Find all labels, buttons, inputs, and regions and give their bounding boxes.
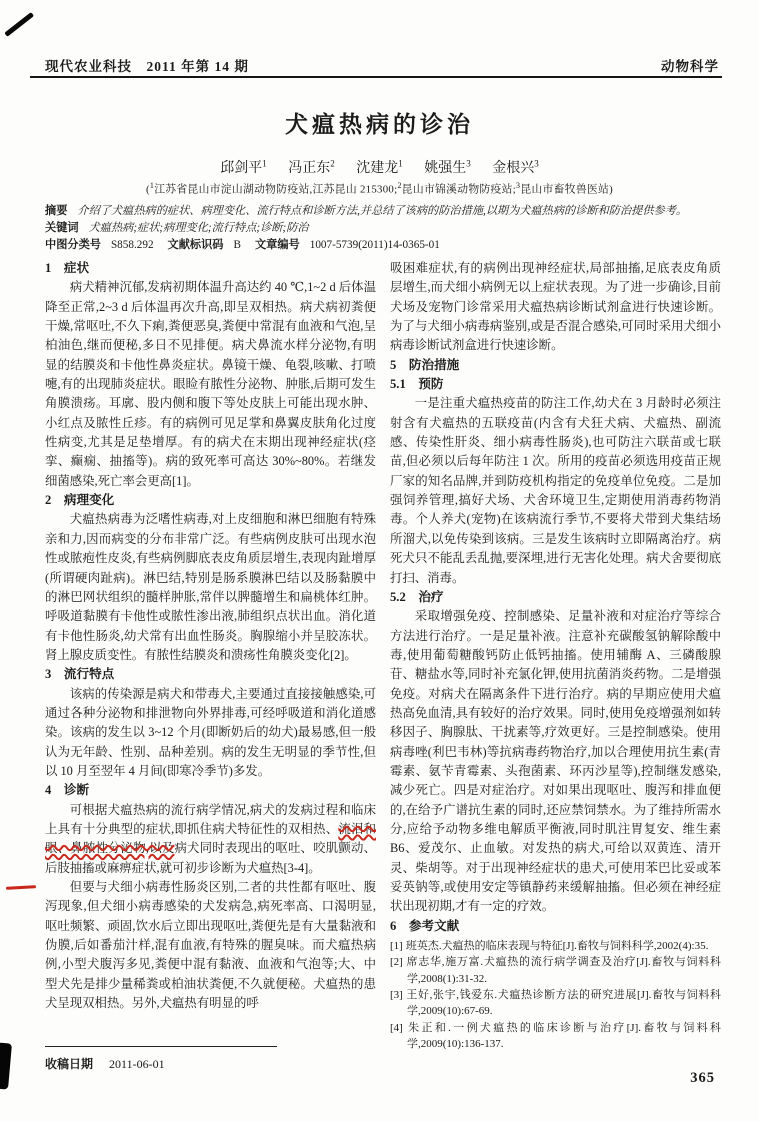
page-number: 365 [690, 1070, 715, 1086]
author: 姚强生$^3$ [424, 158, 471, 176]
author: 金根兴$^3$ [492, 158, 539, 176]
section-heading-symptoms: 1 症状 [45, 261, 90, 275]
reference-item: [2] 席志华,施万富.犬瘟热的流行病学调查及治疗[J].畜牧与饲料科学,2008(1):31-32. [390, 956, 721, 985]
article-meta-block [45, 203, 721, 254]
header-divider [30, 76, 722, 78]
article-id-value: 1007-5739(2011)14-0365-01 [309, 239, 440, 251]
section-heading-diagnosis: 4 诊断 [45, 783, 90, 798]
scan-artifact-slash [4, 12, 34, 36]
section-heading-references: 6 参考文献 [390, 918, 460, 933]
section-paragraph-continued: 吸困难症状,有的病例出现神经症状,局部抽搐,足底表皮角质层增生,而犬细小病例无以上症状表现。为了进一步确诊,目前犬场及宠物门诊常采用犬瘟热病诊断试剂盒进行快速诊断。为了与犬细小病毒病鉴别,或是否混合感染,可同时采用犬细小病毒诊断试剂盒进行快速诊断。 [390, 261, 721, 353]
section-paragraph: 病犬精神沉郁,发病初期体温升高达约 40 ℃,1~2 d 后体温降至正常,2~3 d 后体温再次升高,即呈双相热。病犬病初粪便干燥,常呕吐,不久下痢,粪便恶臭,粪便中常混有血液和气泡,呈柏油色,继而便秘,多日不见排便。病犬鼻流水样分泌物,有明显的结膜炎和卡他性鼻炎症状。鼻镜干燥、龟裂,咳嗽、打喷嚏,有的出现肺炎症状。眼睑有脓性分泌物、肿胀,后期可发生角膜溃疡。耳廓、股内侧和腹下等处皮肤上可能出现水肿、小红点及脓性丘疹。有的病例可见足掌和鼻翼皮肤角化过度性病变,尤其是足垫增厚。有的病犬在末期出现神经症状(痉挛、癫痫、抽搐等)。病的致死率可高达 30%~80%。若继发细菌感染,死亡率会更高[1]。 [45, 280, 376, 488]
keywords-row [45, 220, 721, 237]
subsection-heading-treatment: 5.2 治疗 [390, 589, 444, 604]
section-heading-prevention-control: 5 防治措施 [390, 357, 460, 372]
author: 冯正东$^2$ [288, 158, 335, 176]
journal-issue-info: 现代农业科技 2011 年第 14 期 [45, 59, 249, 74]
footnote-divider [45, 1046, 277, 1047]
classification-row [45, 237, 721, 254]
received-date-value: 2011-06-01 [109, 1057, 165, 1071]
clc-label: 中图分类号 [45, 239, 101, 251]
scan-artifact-blob [0, 1042, 12, 1089]
article-body [45, 259, 721, 1065]
section-paragraph: 一是注重犬瘟热疫苗的防注工作,幼犬在 3 月龄时必须注射含有犬瘟热的五联疫苗(内含有犬狂犬病、犬瘟热、副流感、传染性肝炎、细小病毒性肠炎),也可防注六联苗或七联苗,但必须以后每年防注 1 次。所用的疫苗必须选用疫苗正规厂家的知名品牌,并到防疫机构指定的免疫单位免疫。二是加强饲养管理,搞好犬场、犬舍环境卫生,定期使用消毒药物消毒。个人养犬(宠物)在该病流行季节,不要将犬带到犬集结场所溜犬,以免传染到该病。三是发生该病时立即隔离治疗。病死犬只不能乱丢乱抛,要深埋,进行无害化处理。病犬舍要彻底打扫、消毒。 [390, 396, 721, 585]
author: 沈建龙$^1$ [356, 158, 403, 176]
author-affiliation-sup: 3 [466, 158, 471, 169]
section-paragraph: 犬瘟热病毒为泛嗜性病毒,对上皮细胞和淋巴细胞有特殊亲和力,因而病变的分布非常广泛。有些病例皮肤可出现水泡性或脓疱性皮炎,有些病例脚底表皮角质层增生,表现肉趾增厚(所谓硬肉趾病)。淋巴结,特别是肠系膜淋巴结以及肠黏膜中的淋巴网状组织的髓样肿胀,常伴以脾髓增生和扁桃体红肿。呼吸道黏膜有卡他性或脓性渗出液,肺组织点状出血。消化道有卡他性肠炎,幼犬常有出血性肠炎。胸腺缩小并呈胶冻状。肾上腺皮质变性。有脓性结膜炎和溃疡性角膜炎变化[2]。 [45, 512, 376, 662]
reference-item: [4] 朱正和.一例犬瘟热的临床诊断与治疗[J].畜牧与饲料科学,2009(10):136-137. [390, 1021, 721, 1050]
section-heading-pathology: 2 病理变化 [45, 493, 115, 508]
affiliation-line: ($^1$江苏省昆山市淀山湖动物防疫站,江苏昆山 215300;$^2$昆山市锦溪动物防疫站;$^3$昆山市畜牧兽医站) [145, 181, 614, 196]
author-affiliation-sup: 2 [330, 158, 335, 169]
left-column [45, 259, 376, 1065]
journal-section-name: 动物科学 [661, 59, 719, 74]
red-pen-mark-margin [6, 885, 36, 890]
abstract-row [45, 203, 721, 220]
abstract-text: 介绍了犬瘟热病的症状、病理变化、流行特点和诊断方法,并总结了该病的防治措施,以期为犬瘟热病的诊断和防治提供参考。 [77, 205, 688, 217]
section-paragraph: 但要与犬细小病毒性肠炎区别,二者的共性都有呕吐、腹泻现象,但犬细小病毒感染的犬发病急,病死率高、口渴明显,呕吐频繁、顽固,饮水后立即出现呕吐,粪便先是有大量黏液和伪膜,后如番茄汁样,混有血液,有特殊的腥臭味。而犬瘟热病例,小型犬腹泻多见,粪便中混有黏液、血液和气泡等;大、中型犬先是排少量稀粪或柏油状粪便,不久就便秘。犬瘟热的患犬呈现双相热。另外,犬瘟热有明显的呼 [45, 880, 376, 1011]
received-date-label: 收稿日期 [45, 1057, 94, 1071]
keywords-label: 关键词 [45, 222, 79, 234]
reference-list [390, 938, 721, 1052]
section-paragraph: 可根据犬瘟热病的流行病学情况,病犬的发病过程和临床上具有十分典型的症状,即抓住病犬特征性的双相热、流泪和眼、鼻脓性分泌物,以及病犬同时表现出的呕吐、咬肌颤动、后肢抽搐或麻痹症状,就可初步诊断为犬瘟热[3-4]。 [45, 802, 376, 875]
clc-value: S858.292 [110, 239, 154, 251]
author-affiliation-sup: 3 [534, 158, 539, 169]
abstract-label: 摘要 [45, 205, 68, 217]
author-affiliation-sup: 1 [398, 158, 403, 169]
author: 邱剑平$^1$ [220, 158, 267, 176]
right-column [390, 259, 721, 1065]
red-pen-marked-text: 流泪和眼、鼻脓性分泌物,以及 [45, 821, 376, 856]
doc-code-label: 文献标识码 [167, 239, 224, 251]
subsection-heading-prevention: 5.1 预防 [390, 377, 444, 392]
article-id-label: 文章编号 [254, 239, 300, 251]
section-heading-epidemiology: 3 流行特点 [45, 667, 115, 682]
doc-code-value: B [233, 239, 241, 251]
section-paragraph: 该病的传染源是病犬和带毒犬,主要通过直接接触感染,可通过各种分泌物和排泄物向外界排毒,可经呼吸道和消化道感染。该病的发生以 3~12 个月(即断奶后的幼犬)最易感,但一般认为无年龄、性别、品种差别。病的发生无明显的季节性,但以 10 月至翌年 4 月间(即寒冷季节)多发。 [45, 686, 376, 778]
journal-header [45, 55, 719, 75]
received-date-line [45, 1055, 165, 1072]
reference-item: [3] 王好,张宇,钱爱东.犬瘟热诊断方法的研究进展[J].畜牧与饲料科学,2009(10):67-69. [390, 988, 721, 1018]
authors-line [0, 157, 759, 177]
section-paragraph: 采取增强免疫、控制感染、足量补液和对症治疗等综合方法进行治疗。一是足量补液。注意补充碳酸氢钠解除酸中毒,使用葡萄糖酸钙防止低钙抽搐。使用辅酶 A、三磷酸腺苷、糖盐水等,同时补充氯化钾,使用抗菌消炎药物。二是增强免疫。对病犬在隔离条件下进行治疗。病的早期应使用犬瘟热高免血清,具有较好的治疗效果。同时,使用免疫增强剂如转移因子、胸腺肽、干扰素等,疗效更好。三是控制感染。使用病毒唑(利巴韦林)等抗病毒药物治疗,加以合理使用抗生素(青霉素、氨苄青霉素、头孢菌素、环丙沙星等),控制继发感染,减少死亡。四是对症治疗。对如果出现呕吐、腹泻和排血便的,在给予广谱抗生素的同时,还应禁饲禁水。为了维持所需水分,应给予动物多维电解质平衡液,同时肌注胃复安、维生素B6、爱茂尔、止血敏。对发热的病犬,可给以双黄连、清开灵、柴胡等。对于出现神经症状的患犬,可使用苯巴比妥或苯妥英钠等,或使用安定等镇静药来缓解抽搐。但必须在神经症状出现初期,才有一定的疗效。 [390, 609, 721, 914]
article-title: 犬瘟热病的诊治 [285, 112, 474, 137]
author-affiliation-sup: 1 [262, 158, 267, 169]
keywords-text: 犬瘟热病;症状;病理变化;流行特点;诊断;防治 [88, 222, 309, 234]
reference-item: [1] 班英杰.犬瘟热的临床表现与特征[J].畜牧与饲料科学,2002(4):35. [390, 940, 709, 953]
